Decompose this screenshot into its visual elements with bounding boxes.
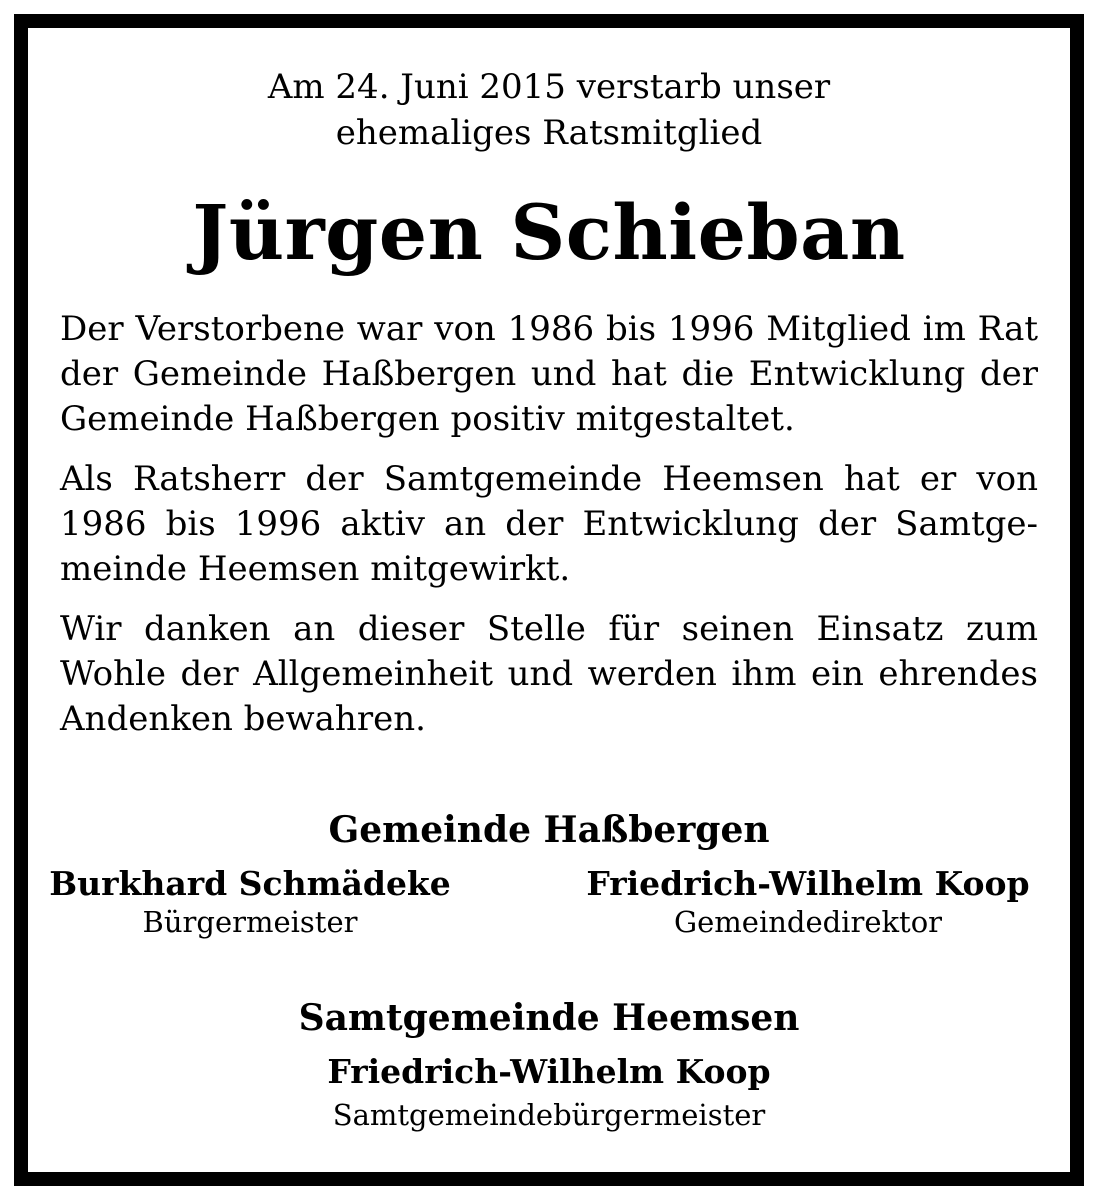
signature-left-name: Burkhard Schmädeke [49, 864, 451, 903]
signature-right-role: Gemeindedirektor [673, 905, 943, 939]
paragraph-1-line-3: Gemeinde Haßbergen positiv mitgestaltet. [60, 399, 795, 439]
intro-line-2: ehemaliges Ratsmitglied [335, 113, 763, 153]
signature-samtgemeinde-role: Samtgemeindebürgermeister [332, 1098, 766, 1132]
signature-left-role: Bürgermeister [142, 905, 358, 939]
paragraph-1 [60, 307, 1038, 442]
paragraph-1-line-2: der Gemeinde Haßbergen und hat die Entwicklung der [60, 354, 1038, 394]
org-gemeinde-hassbergen: Gemeinde Haßbergen [328, 809, 770, 851]
signature-left [40, 864, 460, 940]
paragraph-3 [60, 607, 1038, 742]
signature-samtgemeinde-name: Friedrich-Wilhelm Koop [327, 1052, 771, 1091]
deceased-name: Jürgen Schieban [192, 188, 906, 277]
paragraph-3-line-2: Wohle der Allgemeinheit und werden ihm ein ehrendes [60, 654, 1038, 694]
org-samtgemeinde-heemsen: Samtgemeinde Heemsen [298, 997, 800, 1039]
intro-line-1: Am 24. Juni 2015 verstarb unser [267, 67, 831, 107]
paragraph-2-line-1: Als Ratsherr der Samtgemeinde Heemsen hat er von [60, 459, 1038, 499]
intro-text [0, 64, 1098, 156]
paragraph-1-line-1: Der Verstorbene war von 1986 bis 1996 Mitglied im Rat [60, 309, 1038, 349]
signature-right [578, 864, 1038, 940]
paragraph-3-line-3: Andenken bewahren. [60, 699, 426, 739]
paragraph-2-line-3: meinde Heemsen mitgewirkt. [60, 549, 571, 589]
paragraph-2 [60, 457, 1038, 592]
paragraph-3-line-1: Wir danken an dieser Stelle für seinen Einsatz zum [60, 609, 1038, 649]
paragraph-2-line-2: 1986 bis 1996 aktiv an der Entwicklung der Samtge- [60, 504, 1038, 544]
signature-right-name: Friedrich-Wilhelm Koop [586, 864, 1030, 903]
